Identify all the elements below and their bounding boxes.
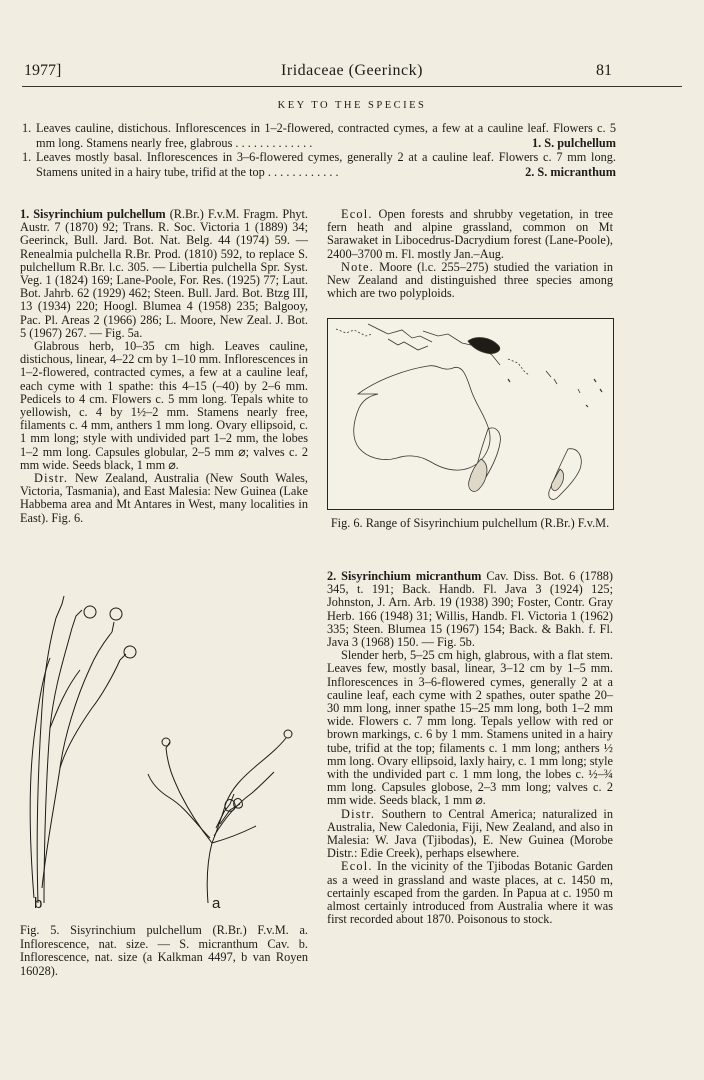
ecol-label: Ecol. (341, 207, 373, 221)
key-entry-number: 1. (22, 121, 32, 135)
key-entry-text: Leaves cauline, distichous. Inflorescences in 1–2-flowered, contracted cymes, a few at a cauline leaf. Flowers c. 5 mm long. Stamens nearly free, glabrous . . . . . . . . . . . . . (36, 121, 616, 150)
species-1-continued (327, 208, 613, 300)
range-map (327, 318, 614, 510)
fig5-caption: Fig. 5. Sisyrinchium pulchellum (R.Br.) F.v.M. a. Inflorescence, nat. size. — S. micranthum Cav. b. Inflorescence, nat. size (a Kalkman 4497, b van Royen 16028). (20, 923, 308, 978)
distr-label: Distr. (34, 471, 69, 486)
species-1-section (20, 208, 308, 525)
species-2-authority: Cav. Diss. Bot. 6 (1788) 345, t. 191; Back. Handb. Fl. Java 3 (1924) 125; Johnston, J. Arn. Arb. 19 (1938) 390; Foster, Contr. Gray Herb. 166 (1948) 31; Willis, Handb. Fl. Victoria 1 (1962) 335; Steen. Blumea 15 (1967) 154; Back. & Bakh. f. Fl. Java 3 (1968) 150. — Fig. 5b. (327, 569, 614, 650)
species-1-heading: 1. Sisyrinchium pulchellum (20, 207, 166, 221)
distr-label: Distr. (341, 806, 376, 821)
species-1-distribution: New Zealand, Australia (New South Wales, Victoria, Tasmania), and East Malesia: New Guinea (Lake Habbema area and Mt Antares in West, many localities in East). Fig. 6. (20, 471, 309, 525)
fig5-label-a: a (212, 895, 221, 912)
fig5-label-b: b (34, 895, 43, 912)
fig6-caption: Fig. 6. Range of Sisyrinchium pulchellum (R.Br.) F.v.M. (330, 516, 610, 530)
species-1-authority: (R.Br.) F.v.M. Fragm. Phyt. Austr. 7 (1870) 92; Trans. R. Soc. Victoria 1 (1889) 34; Geerinck, Bull. Jard. Bot. Nat. Belg. 44 (1974) 59. — Renealmia pulchella R.Br. Prod. (1810) 592, to replace S. pulchellum R.Br. l.c. 305. — Libertia pulchella Spr. Syst. Veg. 1 (1824) 169; Lane-Poole, For. Res. (1925) 77; Laut. Bot. Jahrb. 62 (1929) 462; Steen. Bull. Jard. Bot. Btzg III, 13 (1934) 220; Hoogl. Blumea 4 (1958) 235; Balgooy, Pac. Pl. Areas 2 (1966) 286; L. Moore, New Zeal. J. Bot. 5 (1967) 267. — Fig. 5a. (20, 207, 308, 340)
species-1-note: Moore (l.c. 255–275) studied the variation in New Zealand and distinguished three species among which are two polyploids. (327, 259, 614, 301)
key-entry-result: 2. S. micranthum (521, 165, 616, 180)
key-entry-1 (22, 121, 616, 150)
species-2-ecology: In the vicinity of the Tjibodas Botanic Garden as a weed in grassland and waste places, at c. 1450 m, certainly escaped from the garden. In Papua at c. 1950 m almost certainly introduced from Australia where it was first recorded about 1870. Poisonous to stock. (327, 859, 614, 927)
ecol-label: Ecol. (341, 859, 373, 874)
key-entry-result: 1. S. pulchellum (528, 136, 616, 151)
key-entry-text: Leaves mostly basal. Inflorescences in 3–6-flowered cymes, generally 2 at a cauline leaf. Flowers c. 7 mm long. Stamens united in a hairy tube, trifid at the top . . . . . . . . . . . . (36, 150, 616, 179)
fig5-illustration (20, 588, 310, 918)
header-rule (22, 86, 682, 87)
key-entry-2 (22, 150, 616, 179)
plant-drawing (20, 588, 310, 918)
key-title: KEY TO THE SPECIES (277, 100, 427, 111)
species-2-description: Slender herb, 5–25 cm high, glabrous, with a flat stem. Leaves few, mostly basal, linear, 3–12 cm by 1–5 mm. Inflorescences in 3–6-flowered cymes, generally 2 at a cauline leaf, each cyme with 2 spathes, outer spathe 20–30 mm long, inner spathe 15–25 mm long, both 1–2 mm wide. Flowers c. 7 mm long. Tepals yellow with red or brown markings, c. 6 by 1 mm. Stamens united in a hairy tube, trifid at the top; filaments c. 1 mm long; anthers ½ mm long. Ovary ellipsoid, laxly hairy, c. 1 mm long; style with the undivided part c. 1 mm long, the lobes c. ½–¾ mm long. Capsules globose, 2–3 mm long; valves c. 2 mm wide. Seeds black, 1 mm ⌀. (327, 648, 613, 808)
note-label: Note. (341, 259, 374, 274)
page-number: 81 (596, 62, 612, 79)
species-1-description: Glabrous herb, 10–35 cm high. Leaves cauline, distichous, linear, 4–22 cm by 1–10 mm. Inflorescences in 1–2-flowered, contracted cymes, a few at a cauline leaf, each cyme with 1 spathe: this 4–15 (–40) by 2–6 mm. Pedicels to 4 cm. Flowers c. 5 mm long. Tepals white to yellowish, c. 4 by 1½–2 mm. Stamens nearly free, filaments c. 4 mm, anthers 1 mm long. Ovary ellipsoid, c. 1 mm long; style with undivided part 1–2 mm, the lobes 1–2 mm long. Capsules globular, 2–5 mm ⌀; valves c. 2 mm wide. Seeds black, 1 mm ⌀. (20, 339, 308, 472)
species-2-distribution: Southern to Central America; naturalized in Australia, New Caledonia, Fiji, New Zealand, and also in Malesia: W. Java (Tjibodas), E. New Guinea (Morobe Distr.: Edie Creek), perhaps elsewhere. (327, 806, 613, 861)
header-year: 1977] (24, 62, 62, 79)
species-2-heading: 2. Sisyrinchium micranthum (327, 569, 482, 583)
running-title: Iridaceae (Geerinck) (281, 62, 423, 79)
key-entry-number: 1. (22, 150, 32, 164)
species-2-section (327, 570, 613, 926)
species-1-ecology: Open forests and shrubby vegetation, in tree fern heath and alpine grassland, common on Mt Sarawaket in Libocedrus-Dacrydium forest (Lane-Poole), 2400–3700 m. Fl. mostly Jan.–Aug. (327, 207, 613, 261)
range-map-drawing (328, 319, 613, 509)
